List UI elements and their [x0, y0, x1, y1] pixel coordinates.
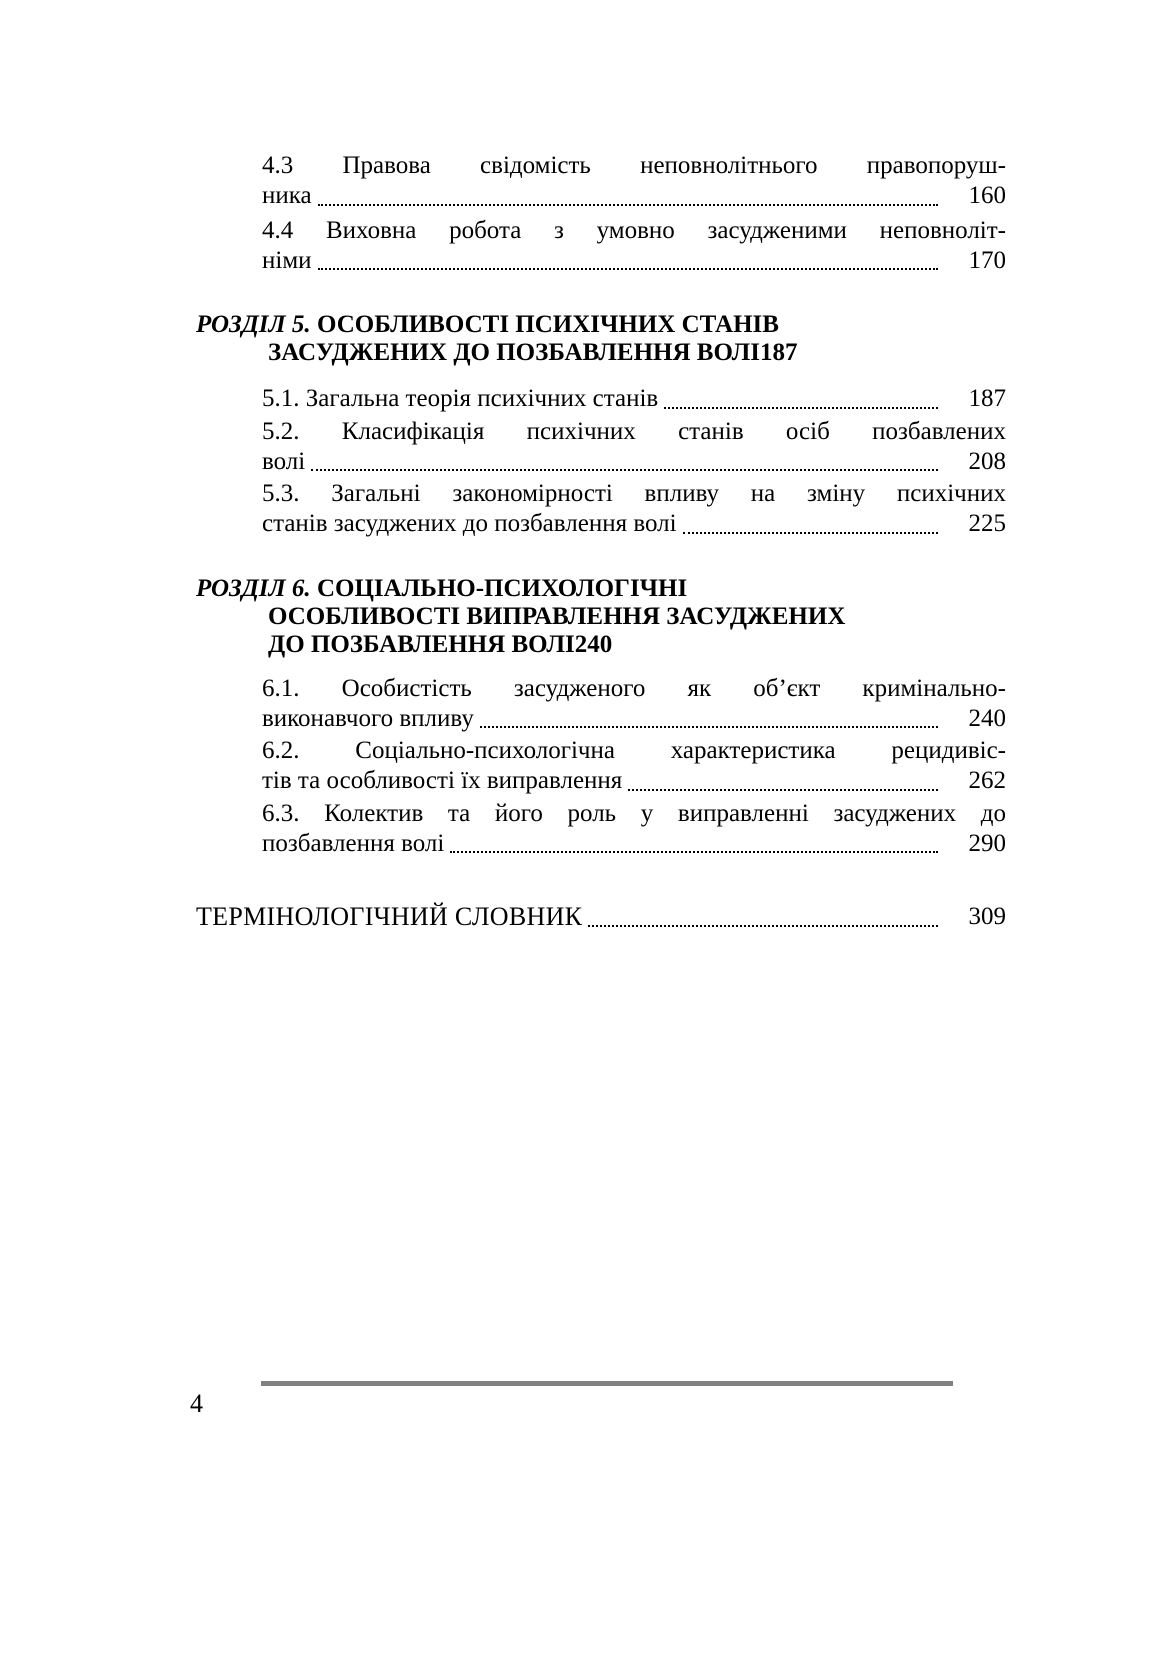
leader-dots	[664, 407, 938, 409]
toc-chapter-5-page: 187	[760, 339, 798, 366]
leader-dots	[588, 925, 938, 927]
toc-chapter-5[interactable]	[196, 311, 1006, 367]
toc-entry-6-1-page: 240	[968, 704, 1006, 732]
leader-dots	[628, 789, 938, 791]
toc-chapter-5-number: РОЗДІЛ 5.	[196, 311, 311, 338]
page-number: 4	[190, 1389, 203, 1418]
toc-entry-4-4[interactable]	[262, 217, 1006, 278]
leader-dots	[311, 469, 938, 471]
leader-dots	[318, 204, 938, 206]
toc-entry-5-2[interactable]	[262, 418, 1006, 479]
toc-entry-5-3-page: 225	[968, 510, 1006, 537]
toc-entry-5-1-label: 5.1. Загальна теорія психічних станів	[262, 385, 659, 412]
toc-entry-6-1-line2: виконавчого впливу	[262, 704, 474, 732]
toc-entry-4-4-page: 170	[968, 246, 1006, 274]
toc-chapter-5-title-line1: ОСОБЛИВОСТІ ПСИХІЧНИХ СТАНІВ	[316, 311, 779, 338]
toc-entry-5-3[interactable]	[262, 480, 1006, 541]
leader-dots	[683, 532, 938, 534]
toc-entry-glossary-label: ТЕРМІНОЛОГІЧНИЙ СЛОВНИК	[196, 902, 583, 931]
toc-chapter-5-title-line2: ЗАСУДЖЕНИХ ДО ПОЗБАВЛЕННЯ ВОЛІ	[268, 339, 761, 366]
toc-chapter-6-title-line2: ОСОБЛИВОСТІ ВИПРАВЛЕННЯ ЗАСУДЖЕНИХ	[268, 602, 846, 630]
toc-entry-5-2-line1: 5.2. Класифікація психічних станів осіб позбавлених	[262, 417, 1006, 445]
toc-entry-4-4-line2: німи	[262, 246, 312, 274]
toc-entry-6-2-page: 262	[968, 767, 1006, 794]
toc-entry-6-1[interactable]	[262, 675, 1006, 736]
toc-entry-6-2[interactable]	[262, 737, 1006, 798]
toc-entry-5-2-line2: волі	[262, 447, 306, 475]
toc-entry-6-1-line1: 6.1. Особистість засудженого як об’єкт кримінально-	[262, 674, 1006, 702]
toc-entry-glossary-page: 309	[968, 903, 1006, 931]
toc-entry-5-1-page: 187	[968, 385, 1006, 412]
toc-entry-5-1[interactable]	[262, 383, 1006, 416]
toc-entry-4-3-line2: ника	[262, 182, 312, 209]
footer-divider	[261, 1381, 953, 1386]
toc-entry-6-3[interactable]	[262, 800, 1006, 861]
toc-entry-5-2-page: 208	[968, 447, 1006, 475]
toc-entry-4-3-page: 160	[968, 182, 1006, 209]
toc-entry-4-3-line1: 4.3 Правова свідомість неповнолітнього правопоруш-	[262, 152, 1006, 179]
toc-entry-5-3-line2: станів засуджених до позбавлення волі	[262, 510, 677, 537]
toc-entry-4-4-line1: 4.4 Виховна робота з умовно засудженими неповноліт-	[262, 216, 1006, 244]
toc-entry-glossary[interactable]	[196, 900, 1006, 934]
leader-dots	[318, 268, 938, 270]
leader-dots	[480, 726, 938, 728]
toc-entry-6-3-page: 290	[968, 829, 1006, 857]
toc-chapter-6-page: 240	[574, 630, 613, 658]
toc-chapter-6-number: РОЗДІЛ 6.	[196, 574, 311, 602]
toc-entry-6-2-line1: 6.2. Соціально-психологічна характеристика рецидивіс-	[262, 737, 1006, 764]
toc-entry-6-3-line1: 6.3. Колектив та його роль у виправленні засуджених до	[262, 799, 1006, 827]
toc-chapter-6[interactable]	[196, 575, 1006, 659]
toc-entry-6-2-line2: тів та особливості їх виправлення	[262, 767, 623, 794]
toc-chapter-6-title-line1: СОЦІАЛЬНО-ПСИХОЛОГІЧНІ	[316, 574, 688, 602]
toc-entry-4-3[interactable]	[262, 152, 1006, 213]
table-of-contents	[196, 150, 1006, 934]
toc-chapter-6-title-line3: ДО ПОЗБАВЛЕННЯ ВОЛІ	[268, 630, 575, 658]
toc-entry-5-3-line1: 5.3. Загальні закономірності впливу на зміну психічних	[262, 480, 1006, 507]
leader-dots	[450, 851, 938, 853]
toc-entry-6-3-line2: позбавлення волі	[262, 829, 445, 857]
